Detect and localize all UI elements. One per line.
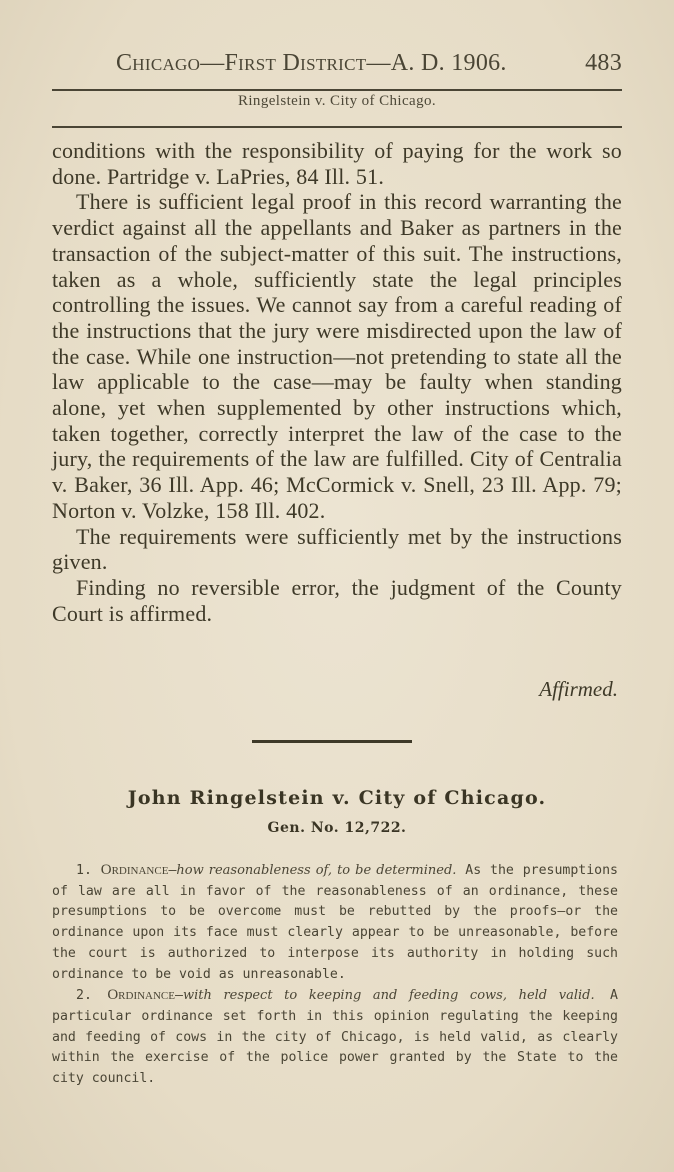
page-number: 483: [585, 50, 622, 76]
headnote-number: 2.: [76, 988, 92, 1004]
headnote-subtopic: how reasonableness of, to be determined.: [176, 863, 457, 878]
headnote-number: 1.: [76, 863, 92, 878]
section-divider: [252, 740, 412, 743]
opinion-paragraph: There is sufficient legal proof in this record warranting the verdict against all the appellants and Baker as partners in the transaction of the subject-matter of this suit. The instructions, taken as a whole, sufficiently state the legal principles controlling the issues. We cannot say from a careful reading of the instructions that the jury were misdirected upon the law of the case. While one instruction—not pretending to state all the law applicable to the case—may be faulty when standing alone, yet when supplemented by other instructions which, taken together, correctly interpret the law of the case to the jury, the requirements of the law are fulfilled. City of Centralia v. Baker, 36 Ill. App. 46; McCormick v. Snell, 23 Ill. App. 79; Norton v. Volzke, 158 Ill. 402.: [52, 189, 622, 523]
opinion-paragraph: The requirements were sufficiently met by the instructions given.: [52, 523, 622, 575]
headnote-subtopic: with respect to keeping and feeding cows, held valid.: [182, 988, 595, 1004]
headnote-text: As the presumptions of law are all in favor of the reasonableness of an ordinance, these presumptions to be overcome must be rebutted by the proofs—or the ordinance upon its face must clearly appear to be unreasonable, before the court is authorized to interpose its authority in holding such ordinance to be void as unreasonable.: [52, 863, 618, 982]
headnotes: [52, 860, 618, 1090]
headnote-text: A particular ordinance set forth in this opinion regulating the keeping and feeding of cows in the city of Chicago, is held valid, as clearly within the exercise of the police power granted by the State to the city council.: [52, 988, 618, 1087]
running-head: [116, 50, 622, 80]
headnote-dash: —: [175, 988, 183, 1004]
opinion-text: [52, 138, 622, 626]
opinion-paragraph: conditions with the responsibility of paying for the work so done. Partridge v. LaPries, 84 Ill. 51.: [52, 138, 622, 189]
opinion-paragraph: Finding no reversible error, the judgment of the County Court is affirmed.: [52, 574, 622, 626]
headnote-topic: Ordinance: [107, 987, 175, 1004]
docket-number: Gen. No. 12,722.: [267, 820, 407, 836]
header-rule-top: [52, 89, 622, 91]
running-title: Chicago—First District—A. D. 1906.: [116, 50, 507, 76]
header-rule-bottom: [52, 126, 622, 128]
disposition: Affirmed.: [539, 677, 618, 701]
headnote-dash: —: [168, 863, 177, 878]
case-title: John Ringelstein v. City of Chicago.: [127, 787, 547, 809]
headnote: [52, 860, 618, 985]
case-short-title: Ringelstein v. City of Chicago.: [237, 93, 437, 109]
headnote-topic: Ordinance: [100, 862, 169, 878]
headnote: [52, 985, 618, 1090]
